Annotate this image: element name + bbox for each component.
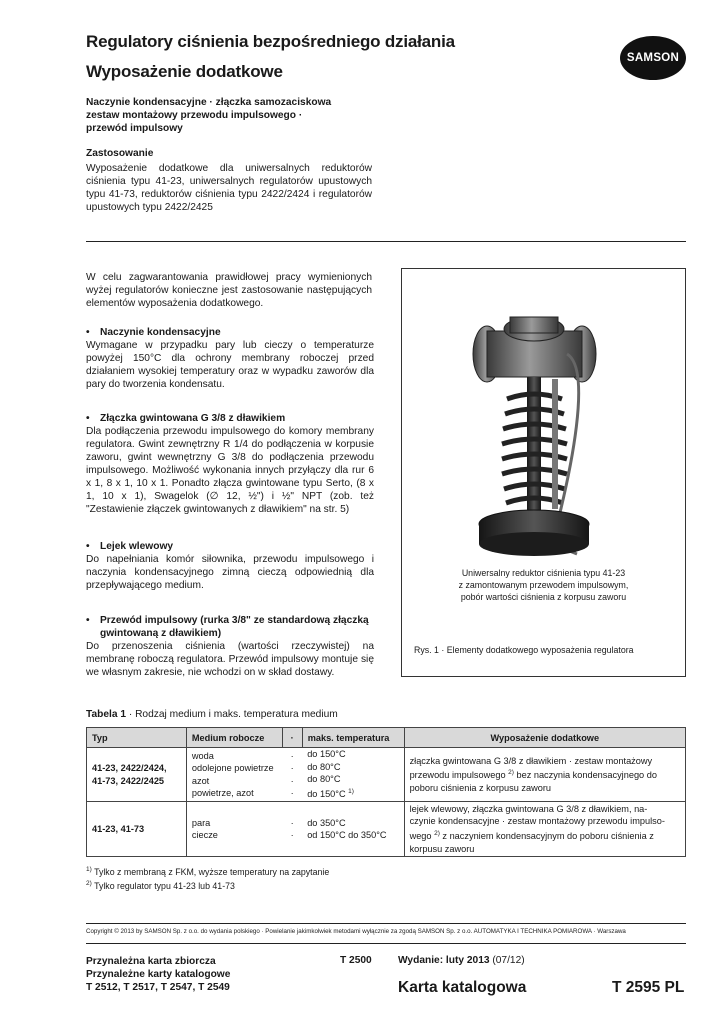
divider — [86, 923, 686, 924]
figure-caption-line: z zamontowanym przewodem impulsowym, — [458, 580, 629, 590]
bullet-heading: • Lejek wlewowy — [86, 541, 174, 552]
cell-medium: para ciecze — [186, 802, 282, 857]
page-title: Regulatory ciśnienia bezpośredniego działania — [86, 32, 455, 51]
header-dot: · — [282, 728, 302, 748]
edition: Wydanie: luty 2013 (07/12) — [398, 955, 525, 966]
cell-equipment: lejek wlewowy, złączka gwintowana G 3/8 z dławikiem, na- czynie kondensacyjne · zestaw montażowy przewodu impulso- wego $^{2)}$ z naczyniem kondensacyjnym do poboru ciśnienia z korpusu zaworu — [404, 802, 685, 857]
application-text: Wyposażenie dodatkowe dla uniwersalnych reduktorów ciśnienia typu 41-23, uniwersalnych regulatorów upustowych typu 41-73, reduktorów ciśnienia typu 2422/2424 i regulatorów upustowych typu 2422/2425 — [86, 163, 372, 213]
footnote: $^{1)}$ Tylko z membraną z FKM, wyższe temperatury na zapytanie — [86, 866, 330, 877]
bullet-heading: • Naczynie kondensacyjne — [86, 327, 221, 338]
bullet-text: Dla podłączenia przewodu impulsowego do komory membrany regulatora. Gwint zewnętrzny R 1/4 do podłączenia w korpusie zaworu, gwint wewnętrzny G 3/8 do podłączenia przewodu impulsowego. Możliwość wykonania innych przyłączy dla rur 6 x 1, 8 x 1, 10 x 1. Ponadto złącza gwintowane typu Serto, (8 x 1, 10 x 1), Swagelok (∅ 12, ½") i ½" NPT (zob. też "Zestawienie złączek gwintowanych z dławikiem" na str. 5) — [86, 426, 374, 515]
cell-equipment: złączka gwintowana G 3/8 z dławikiem · zestaw montażowy przewodu impulsowego $^{2)}$ bez naczynia kondensacyjnego do poboru ciśnienia z korpusu zaworu — [404, 748, 685, 802]
figure-caption — [401, 567, 686, 603]
header-type: Typ — [87, 728, 187, 748]
intro-text: W celu zagwarantowania prawidłowej pracy wymienionych wyżej regulatorów konieczne jest zastosowanie następujących elementów wyposażenia dodatkowego. — [86, 272, 372, 309]
bullet-section — [86, 412, 374, 516]
header-temperature: maks. temperatura — [302, 728, 404, 748]
related-sheets: Przynależna karta zbiorcza Przynależne karty katalogowe T 2512, T 2517, T 2547, T 2549 — [86, 956, 231, 993]
figure-caption-line: Uniwersalny reduktor ciśnienia typu 41-23 — [461, 568, 626, 578]
catalog-label: Karta katalogowa — [398, 979, 527, 996]
table-row — [87, 748, 686, 802]
bullet-text: Do przenoszenia ciśnienia (wartości rzeczywistej) na membranę roboczą regulatora. Przewód impulsowy montuje się we własnym zakresie, nie wchodzi on w skład dostawy. — [86, 641, 374, 678]
cell-medium: woda odolejone powietrze azot powietrze, azot — [186, 748, 282, 802]
figure-caption-line: pobór wartości ciśnienia z korpusu zaworu — [460, 592, 627, 602]
divider — [86, 241, 686, 242]
bullet-text: Wymagane w przypadku pary lub cieczy o temperaturze powyżej 150°C dla ochrony membrany roboczej przed działaniem wysokiej temperatury oraz w wypadku zaworów dla pary do tworzenia kondensatu. — [86, 340, 374, 390]
document-code: T 2595 PL — [612, 979, 685, 996]
header-equipment: Wyposażenie dodatkowe — [404, 728, 685, 748]
table-header-row — [87, 728, 686, 748]
product-list — [86, 96, 376, 135]
cell-temperature: do 150°C do 80°C do 80°C do 150°C $^{1)}$ — [302, 748, 404, 802]
product-list-line: przewód impulsowy — [86, 123, 183, 134]
cell-type: 41-23, 41-73 — [87, 802, 187, 857]
table-title: Tabela 1 · Rodzaj medium i maks. temperatura medium — [86, 709, 338, 720]
header-medium: Medium robocze — [186, 728, 282, 748]
bullet-section — [86, 540, 374, 592]
bullet-heading: • Złączka gwintowana G 3/8 z dławikiem — [86, 413, 286, 424]
application-heading: Zastosowanie — [86, 148, 154, 159]
samson-logo: SAMSON — [620, 36, 686, 80]
cell-temperature: do 350°C od 150°C do 350°C — [302, 802, 404, 857]
cell-type: 41-23, 2422/2424, 41-73, 2422/2425 — [87, 748, 187, 802]
product-list-line: Naczynie kondensacyjne · złączka samozaciskowa — [86, 97, 332, 108]
divider — [86, 943, 686, 944]
figure-box — [401, 268, 686, 677]
product-list-line: zestaw montażowy przewodu impulsowego · — [86, 110, 303, 121]
medium-temperature-table — [86, 727, 686, 857]
figure-label: Rys. 1 · Elementy dodatkowego wyposażenia regulatora — [414, 645, 634, 655]
bullet-section — [86, 326, 374, 391]
bullet-text: Do napełniania komór siłownika, przewodu impulsowego i naczynia kondensacyjnego zimną cieczą odpowiednią dla przepływającego medium. — [86, 554, 374, 591]
page-subtitle: Wyposażenie dodatkowe — [86, 62, 283, 81]
footnote: $^{2)}$ Tylko regulator typu 41-23 lub 41-73 — [86, 880, 235, 891]
cell-dot: · · — [282, 802, 302, 857]
bullet-heading: • Przewód impulsowy (rurka 3/8" ze standardową złączką gwintowaną z dławikiem) — [86, 615, 369, 639]
table-row — [87, 802, 686, 857]
collective-sheet-code: T 2500 — [340, 955, 372, 966]
pressure-regulator-image — [402, 269, 685, 569]
cell-dot: · · · · — [282, 748, 302, 802]
bullet-section — [86, 614, 374, 679]
copyright: Copyright © 2013 by SAMSON Sp. z o.o. do wydania polskiego · Powielanie jakimkolwiek metodami wyłącznie za zgodą SAMSON Sp. z o.o. AUTOMATYKA I TECHNIKA POMIAROWA · Warszawa — [86, 928, 626, 935]
